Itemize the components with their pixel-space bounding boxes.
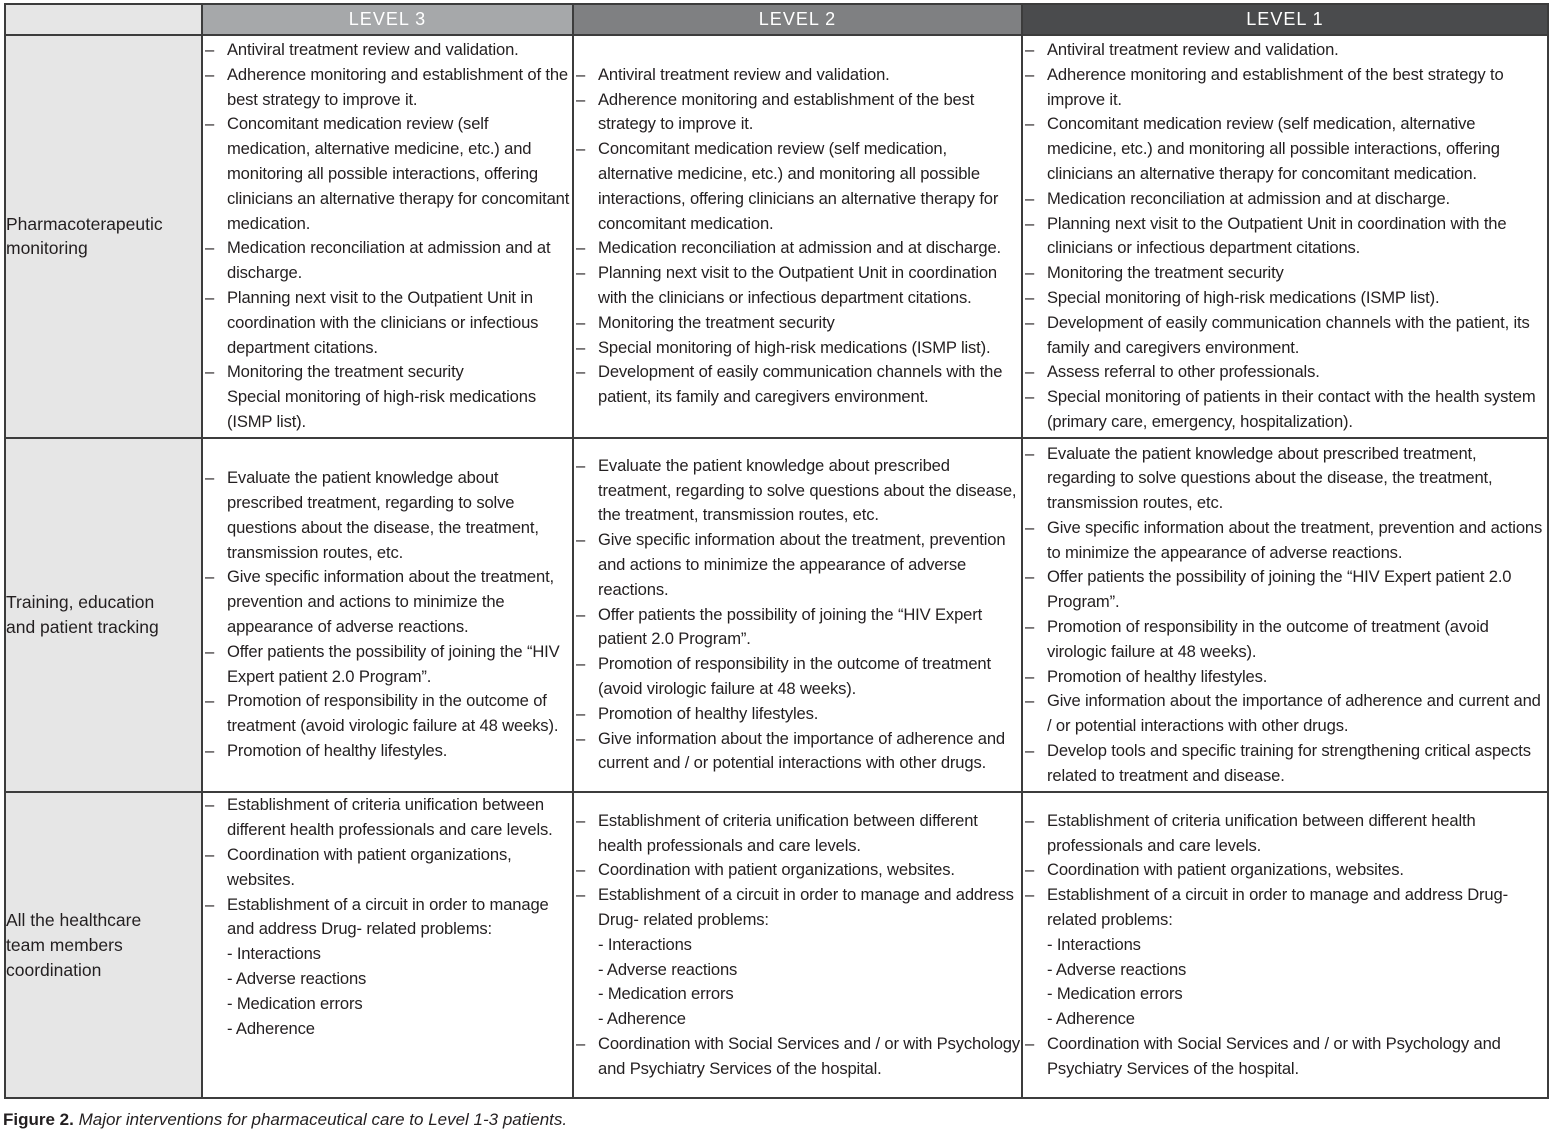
dash-bullet-icon: – bbox=[205, 641, 215, 661]
item-text: Establishment of criteria unification between different health professionals and care levels. bbox=[598, 810, 978, 855]
row-training-education bbox=[5, 438, 1548, 793]
row-label-line: coordination bbox=[6, 959, 102, 980]
sub-item-text: - Medication errors bbox=[1047, 984, 1183, 1004]
item-continuation-text: Special monitoring of high-risk medications (ISMP list). bbox=[227, 387, 536, 431]
item-text: Offer patients the possibility of joining the “HIV Expert patient 2.0 Program”. bbox=[598, 604, 983, 649]
item-text: Concomitant medication review (self medication, alternative medicine, etc.) and monitoring all possible interactions, offering clinicians an alternative therapy for concomitant medication. bbox=[227, 114, 570, 233]
item-text: Evaluate the patient knowledge about prescribed treatment, regarding to solve questions about the disease, the treatment, transmission routes, etc. bbox=[1047, 443, 1493, 513]
intervention-item bbox=[1023, 883, 1547, 1032]
item-text: Promotion of responsibility in the outcome of treatment (avoid virologic failure at 48 weeks). bbox=[1047, 617, 1489, 661]
item-text: Offer patients the possibility of joining the “HIV Expert patient 2.0 Program”. bbox=[1047, 567, 1512, 612]
dash-bullet-icon: – bbox=[205, 468, 215, 488]
intervention-list bbox=[574, 809, 1021, 1082]
intervention-item bbox=[574, 311, 1021, 336]
level-1-cell bbox=[1022, 792, 1548, 1098]
intervention-item bbox=[203, 63, 572, 113]
intervention-item bbox=[574, 528, 1021, 602]
dash-bullet-icon: – bbox=[576, 64, 586, 84]
item-text: Develop tools and specific training for strengthening critical aspects related to treatment and disease. bbox=[1047, 741, 1531, 785]
dash-bullet-icon: – bbox=[205, 567, 215, 587]
intervention-item bbox=[1023, 615, 1547, 665]
intervention-item bbox=[574, 63, 1021, 88]
dash-bullet-icon: – bbox=[1025, 860, 1035, 880]
row-team-coordination bbox=[5, 792, 1548, 1098]
dash-bullet-icon: – bbox=[1025, 114, 1035, 134]
intervention-list bbox=[1023, 442, 1547, 789]
intervention-item bbox=[1023, 286, 1547, 311]
intervention-item bbox=[574, 336, 1021, 361]
intervention-item bbox=[1023, 261, 1547, 286]
dash-bullet-icon: – bbox=[205, 795, 215, 815]
item-text: Promotion of responsibility in the outcome of treatment (avoid virologic failure at 48 weeks). bbox=[227, 691, 559, 736]
dash-bullet-icon: – bbox=[576, 312, 586, 332]
sub-item-text: - Interactions bbox=[598, 934, 692, 954]
item-text: Give information about the importance of adherence and current and / or potential interactions with other drugs. bbox=[598, 728, 1006, 773]
dash-bullet-icon: – bbox=[1025, 567, 1035, 587]
dash-bullet-icon: – bbox=[576, 89, 586, 109]
intervention-item bbox=[1023, 689, 1547, 739]
dash-bullet-icon: – bbox=[1025, 1033, 1035, 1053]
intervention-item bbox=[574, 603, 1021, 653]
row-label-line: Pharmacoterapeutic bbox=[6, 213, 163, 234]
sub-item-text: - Interactions bbox=[1047, 934, 1141, 954]
item-text: Antiviral treatment review and validation. bbox=[598, 64, 890, 84]
dash-bullet-icon: – bbox=[1025, 40, 1035, 59]
item-text: Development of easily communication channels with the patient, its family and caregivers environment. bbox=[598, 362, 1003, 407]
dash-bullet-icon: – bbox=[1025, 362, 1035, 382]
item-text: Adherence monitoring and establishment of the best strategy to improve it. bbox=[227, 64, 569, 109]
item-text: Assess referral to other professionals. bbox=[1047, 362, 1320, 382]
item-text: Evaluate the patient knowledge about prescribed treatment, regarding to solve questions about the disease, the treatment, transmission routes, etc. bbox=[227, 468, 539, 562]
dash-bullet-icon: – bbox=[576, 604, 586, 624]
intervention-item bbox=[203, 843, 572, 893]
intervention-item bbox=[1023, 1032, 1547, 1082]
dash-bullet-icon: – bbox=[576, 703, 586, 723]
dash-bullet-icon: – bbox=[576, 263, 586, 283]
intervention-list bbox=[1023, 38, 1547, 435]
sub-item-text: - Adverse reactions bbox=[1047, 959, 1187, 979]
corner-header-cell bbox=[5, 4, 202, 35]
item-text: Establishment of criteria unification between different health professionals and care levels. bbox=[1047, 810, 1476, 855]
item-text: Medication reconciliation at admission and at discharge. bbox=[598, 238, 1001, 258]
dash-bullet-icon: – bbox=[576, 362, 586, 382]
dash-bullet-icon: – bbox=[205, 114, 215, 134]
dash-bullet-icon: – bbox=[205, 691, 215, 711]
row-label-line: Training, education bbox=[6, 592, 155, 613]
item-text: Promotion of healthy lifestyles. bbox=[598, 703, 819, 723]
level-1-cell bbox=[1022, 35, 1548, 438]
intervention-item bbox=[1023, 739, 1547, 789]
intervention-item bbox=[1023, 360, 1547, 385]
caption-text: Major interventions for pharmaceutical care to Level 1-3 patients. bbox=[78, 1110, 568, 1129]
item-text: Medication reconciliation at admission and at discharge. bbox=[227, 238, 551, 283]
dash-bullet-icon: – bbox=[1025, 387, 1035, 407]
item-text: Establishment of criteria unification between different health professionals and care levels. bbox=[227, 795, 553, 840]
intervention-item bbox=[574, 809, 1021, 859]
dash-bullet-icon: – bbox=[1025, 885, 1035, 905]
level-3-cell bbox=[202, 35, 573, 438]
row-label bbox=[5, 35, 202, 438]
dash-bullet-icon: – bbox=[205, 362, 215, 382]
sub-item-text: - Adherence bbox=[1047, 1009, 1135, 1029]
item-text: Monitoring the treatment security bbox=[598, 312, 835, 332]
dash-bullet-icon: – bbox=[576, 139, 586, 159]
dash-bullet-icon: – bbox=[576, 810, 586, 830]
item-text: Antiviral treatment review and validation. bbox=[227, 40, 519, 59]
intervention-item bbox=[574, 727, 1021, 777]
item-text: Adherence monitoring and establishment of the best strategy to improve it. bbox=[1047, 64, 1504, 109]
level-3-cell bbox=[202, 438, 573, 793]
item-text: Establishment of a circuit in order to manage and address Drug- related problems: bbox=[598, 885, 1014, 929]
dash-bullet-icon: – bbox=[205, 238, 215, 258]
row-label-line: and patient tracking bbox=[6, 617, 159, 638]
dash-bullet-icon: – bbox=[205, 845, 215, 864]
item-text: Establishment of a circuit in order to manage and address Drug- related problems: bbox=[227, 894, 549, 939]
item-text: Special monitoring of patients in their contact with the health system (primary care, emergency, hospitalization). bbox=[1047, 387, 1536, 431]
intervention-item bbox=[574, 883, 1021, 1032]
intervention-item bbox=[1023, 442, 1547, 516]
dash-bullet-icon: – bbox=[576, 530, 586, 550]
item-text: Promotion of responsibility in the outcome of treatment (avoid virologic failure at 48 weeks). bbox=[598, 654, 991, 699]
item-text: Coordination with patient organizations, websites. bbox=[227, 845, 512, 889]
item-text: Promotion of healthy lifestyles. bbox=[1047, 666, 1268, 686]
intervention-item bbox=[1023, 809, 1547, 859]
intervention-item bbox=[203, 360, 572, 434]
item-text: Concomitant medication review (self medication, alternative medicine, etc.) and monitoring all possible interactions, offering clinicians an alternative therapy for concomitant medication. bbox=[1047, 114, 1500, 183]
intervention-item bbox=[203, 38, 572, 63]
intervention-item bbox=[574, 261, 1021, 311]
row-label bbox=[5, 792, 202, 1098]
caption-label: Figure 2. bbox=[3, 1110, 74, 1129]
intervention-item bbox=[203, 565, 572, 639]
intervention-item bbox=[1023, 187, 1547, 212]
intervention-item bbox=[1023, 112, 1547, 186]
header-level-3: LEVEL 3 bbox=[202, 4, 573, 35]
dash-bullet-icon: – bbox=[1025, 517, 1035, 537]
item-text: Promotion of healthy lifestyles. bbox=[227, 741, 448, 761]
dash-bullet-icon: – bbox=[1025, 64, 1035, 84]
header-row bbox=[5, 4, 1548, 35]
dash-bullet-icon: – bbox=[1025, 312, 1035, 332]
intervention-item bbox=[1023, 311, 1547, 361]
dash-bullet-icon: – bbox=[576, 1033, 586, 1053]
dash-bullet-icon: – bbox=[1025, 691, 1035, 711]
sub-item-text: - Adverse reactions bbox=[227, 968, 367, 988]
item-text: Coordination with patient organizations, websites. bbox=[598, 860, 955, 880]
header-level-1: LEVEL 1 bbox=[1022, 4, 1548, 35]
dash-bullet-icon: – bbox=[1025, 666, 1035, 686]
item-text: Planning next visit to the Outpatient Unit in coordination with the clinicians or infectious department citations. bbox=[227, 287, 539, 357]
row-label-line: team members bbox=[6, 934, 123, 955]
dash-bullet-icon: – bbox=[1025, 287, 1035, 307]
dash-bullet-icon: – bbox=[576, 728, 586, 748]
level-1-cell bbox=[1022, 438, 1548, 793]
item-text: Antiviral treatment review and validation. bbox=[1047, 40, 1339, 59]
intervention-item bbox=[203, 793, 572, 843]
intervention-list bbox=[574, 63, 1021, 410]
level-2-cell bbox=[573, 438, 1022, 793]
dash-bullet-icon: – bbox=[576, 455, 586, 475]
item-text: Evaluate the patient knowledge about prescribed treatment, regarding to solve questions about the disease, the treatment, transmission routes, etc. bbox=[598, 455, 1017, 525]
intervention-item bbox=[574, 858, 1021, 883]
intervention-item bbox=[574, 360, 1021, 410]
intervention-item bbox=[203, 739, 572, 764]
intervention-item bbox=[1023, 665, 1547, 690]
item-text: Give specific information about the treatment, prevention and actions to minimize the appearance of adverse reactions. bbox=[598, 530, 1006, 599]
row-label-line: All the healthcare bbox=[6, 910, 142, 930]
item-text: Planning next visit to the Outpatient Unit in coordination with the clinicians or infectious department citations. bbox=[1047, 213, 1507, 258]
dash-bullet-icon: – bbox=[576, 654, 586, 674]
item-text: Medication reconciliation at admission and at discharge. bbox=[1047, 188, 1450, 208]
dash-bullet-icon: – bbox=[1025, 741, 1035, 761]
row-label-line: monitoring bbox=[6, 238, 88, 259]
intervention-item bbox=[1023, 385, 1547, 435]
dash-bullet-icon: – bbox=[1025, 213, 1035, 233]
item-text: Establishment of a circuit in order to manage and address Drug- related problems: bbox=[1047, 885, 1508, 929]
item-text: Coordination with Social Services and / or with Psychology and Psychiatry Services of the hospital. bbox=[1047, 1033, 1501, 1078]
item-text: Special monitoring of high-risk medications (ISMP list). bbox=[598, 337, 991, 357]
item-text: Planning next visit to the Outpatient Unit in coordination with the clinicians or infectious department citations. bbox=[598, 263, 998, 307]
intervention-list bbox=[203, 793, 572, 1041]
row-pharmacotherapeutic-monitoring bbox=[5, 35, 1548, 438]
intervention-item bbox=[203, 689, 572, 739]
intervention-item bbox=[574, 137, 1021, 236]
intervention-list bbox=[203, 38, 572, 435]
dash-bullet-icon: – bbox=[576, 238, 586, 258]
intervention-item bbox=[203, 893, 572, 1042]
dash-bullet-icon: – bbox=[576, 337, 586, 357]
dash-bullet-icon: – bbox=[205, 741, 215, 761]
dash-bullet-icon: – bbox=[205, 894, 215, 914]
dash-bullet-icon: – bbox=[1025, 443, 1035, 463]
sub-item-text: - Interactions bbox=[227, 944, 321, 964]
level-2-cell bbox=[573, 792, 1022, 1098]
intervention-item bbox=[574, 454, 1021, 528]
intervention-item bbox=[574, 236, 1021, 261]
item-text: Monitoring the treatment security bbox=[1047, 263, 1284, 283]
dash-bullet-icon: – bbox=[205, 64, 215, 84]
intervention-item bbox=[1023, 858, 1547, 883]
dash-bullet-icon: – bbox=[576, 860, 586, 880]
intervention-list bbox=[203, 466, 572, 764]
intervention-item bbox=[203, 640, 572, 690]
sub-item-text: - Medication errors bbox=[227, 993, 363, 1013]
intervention-item bbox=[574, 88, 1021, 138]
dash-bullet-icon: – bbox=[576, 885, 586, 905]
intervention-item bbox=[574, 652, 1021, 702]
item-text: Special monitoring of high-risk medications (ISMP list). bbox=[1047, 287, 1440, 307]
item-text: Development of easily communication channels with the patient, its family and caregivers environment. bbox=[1047, 312, 1530, 357]
sub-item-text: - Medication errors bbox=[598, 984, 734, 1004]
dash-bullet-icon: – bbox=[1025, 810, 1035, 830]
item-text: Give specific information about the treatment, prevention and actions to minimize the appearance of adverse reactions. bbox=[1047, 517, 1543, 562]
intervention-item bbox=[574, 702, 1021, 727]
intervention-item bbox=[203, 236, 572, 286]
intervention-item bbox=[1023, 565, 1547, 615]
intervention-item bbox=[203, 286, 572, 360]
level-3-cell bbox=[202, 792, 573, 1098]
item-text: Monitoring the treatment security bbox=[227, 362, 464, 382]
dash-bullet-icon: – bbox=[1025, 263, 1035, 283]
header-level-2: LEVEL 2 bbox=[573, 4, 1022, 35]
item-text: Adherence monitoring and establishment of the best strategy to improve it. bbox=[598, 89, 975, 134]
item-text: Coordination with Social Services and / or with Psychology and Psychiatry Services of the hospital. bbox=[598, 1033, 1021, 1078]
intervention-item bbox=[1023, 516, 1547, 566]
interventions-table bbox=[4, 3, 1549, 1099]
intervention-list bbox=[574, 454, 1021, 776]
dash-bullet-icon: – bbox=[1025, 617, 1035, 637]
intervention-item bbox=[203, 466, 572, 565]
intervention-item bbox=[574, 1032, 1021, 1082]
sub-item-text: - Adherence bbox=[598, 1009, 686, 1029]
level-2-cell bbox=[573, 35, 1022, 438]
item-text: Concomitant medication review (self medication, alternative medicine, etc.) and monitoring all possible interactions, offering clinicians an alternative therapy for concomitant medication. bbox=[598, 139, 999, 233]
intervention-item bbox=[203, 112, 572, 236]
sub-item-text: - Adherence bbox=[227, 1018, 315, 1038]
figure-caption bbox=[3, 1108, 567, 1132]
sub-item-text: - Adverse reactions bbox=[598, 959, 738, 979]
intervention-item bbox=[1023, 38, 1547, 63]
item-text: Coordination with patient organizations, websites. bbox=[1047, 860, 1404, 880]
row-label bbox=[5, 438, 202, 793]
item-text: Offer patients the possibility of joining the “HIV Expert patient 2.0 Program”. bbox=[227, 641, 560, 686]
intervention-list bbox=[1023, 809, 1547, 1082]
intervention-item bbox=[1023, 63, 1547, 113]
dash-bullet-icon: – bbox=[205, 287, 215, 307]
dash-bullet-icon: – bbox=[205, 40, 215, 59]
item-text: Give information about the importance of adherence and current and / or potential interactions with other drugs. bbox=[1047, 691, 1541, 736]
intervention-item bbox=[1023, 212, 1547, 262]
item-text: Give specific information about the treatment, prevention and actions to minimize the appearance of adverse reactions. bbox=[227, 567, 554, 637]
dash-bullet-icon: – bbox=[1025, 188, 1035, 208]
